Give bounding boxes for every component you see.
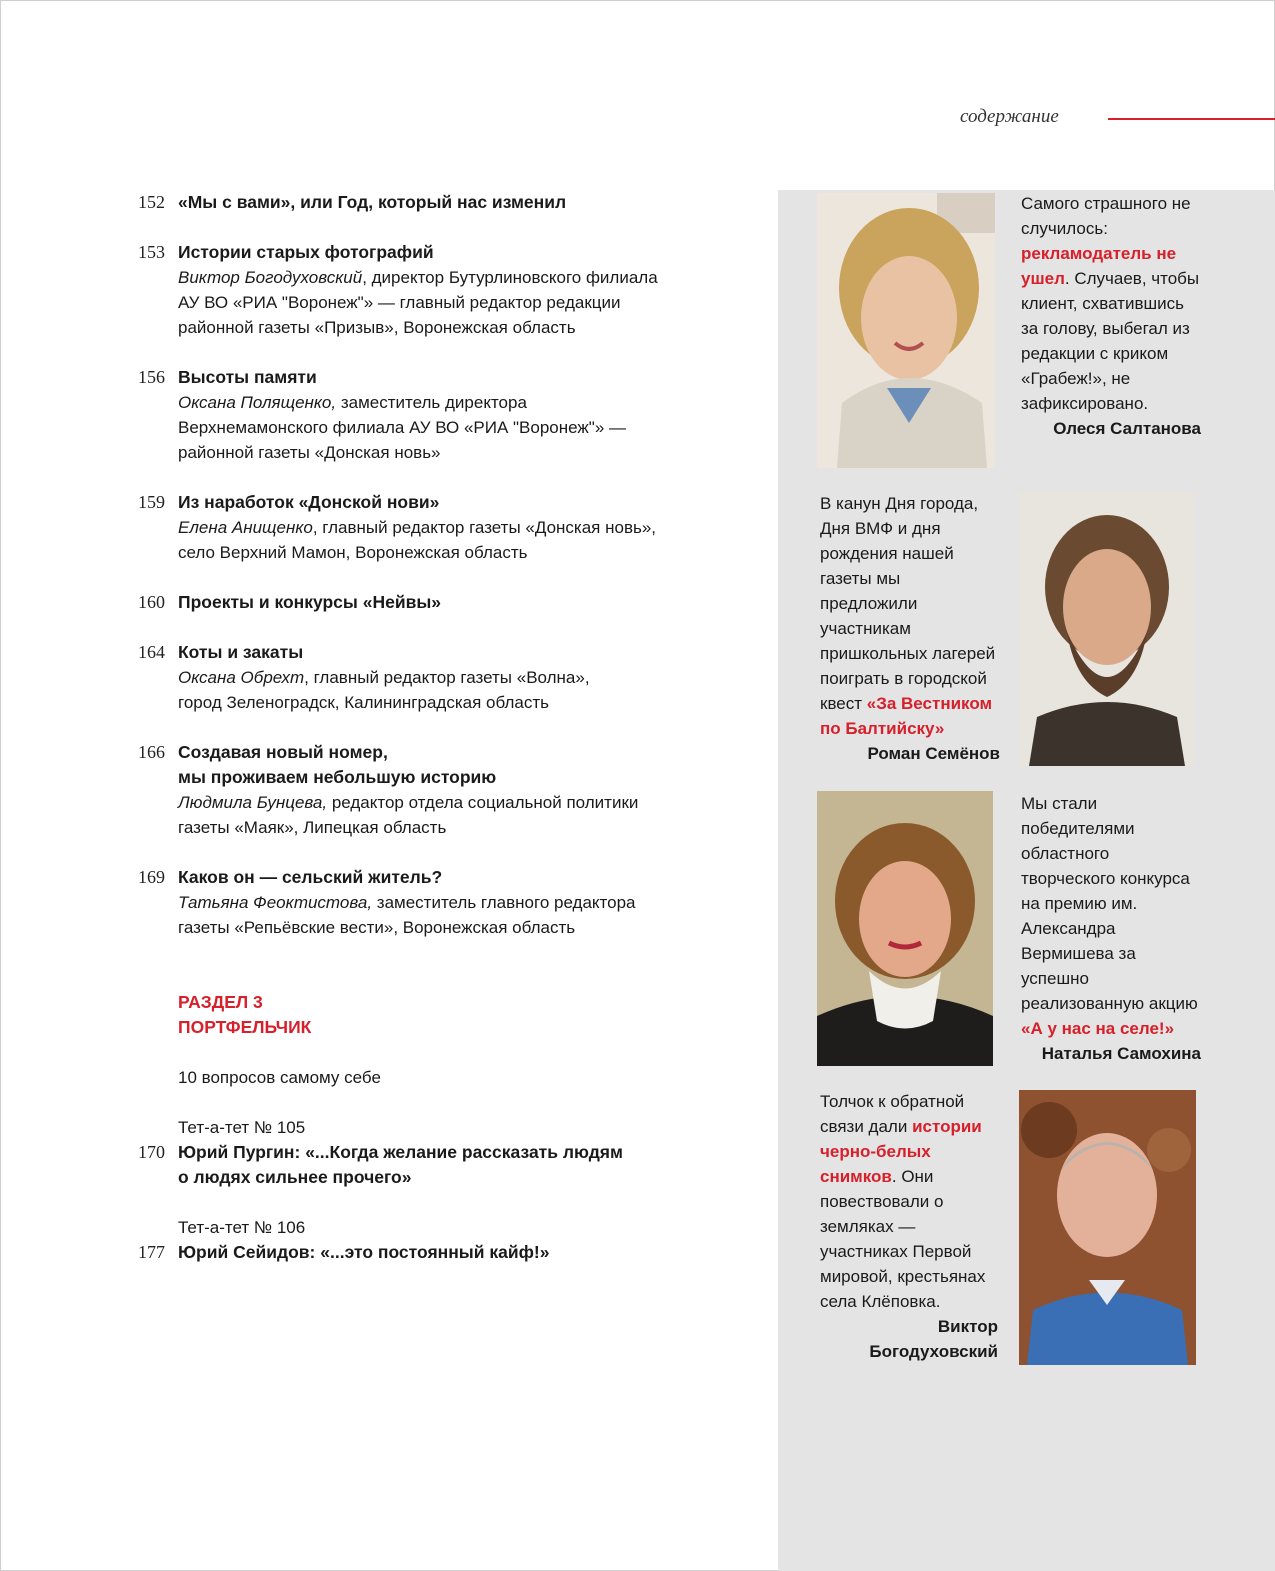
entry-title: «Мы с вами», или Год, который нас изменил [178,192,567,212]
quote-author: Наталья Самохина [1041,1044,1201,1063]
toc-entry[interactable] [138,740,758,840]
header-rule [1108,118,1275,120]
entry-byline: Верхнемамонского филиала АУ ВО «РИА "Воронеж"» — [178,418,626,437]
entry-title: Высоты памяти [178,367,317,387]
quote-highlight: истории черно-белых снимков [820,1117,982,1186]
quote-text: В канун Дня города, Дня ВМФ и дня рождения нашей газеты мы предложили участникам пришкольных лагерей поиграть в городской квест [820,494,996,713]
entry-byline: районной газеты «Донская новь» [178,443,441,462]
portrait-photo [817,193,995,468]
author-name: Оксана Полященко, [178,393,337,412]
page-number: 159 [138,492,165,512]
entry-label: Тет-а-тет № 105 [178,1118,306,1137]
section-title: ПОРТФЕЛЬЧИК [178,1017,312,1037]
quote-highlight: «За Вестником по Балтийску» [820,694,993,738]
entry-byline [178,390,758,415]
toc-entry[interactable] [138,1115,758,1190]
author-role: заместитель главного редактора [372,893,636,912]
page-number: 166 [138,742,165,762]
entry-byline: АУ ВО «РИА "Воронеж"» — главный редактор редакции [178,293,621,312]
entry-byline [178,790,758,815]
quote-text: Толчок к обратной связи дали [820,1092,965,1136]
portrait-photo [1019,492,1195,766]
author-role: , главный редактор газеты «Донская новь», [312,518,657,537]
quote-highlight: «А у нас на селе!» [1021,1019,1175,1038]
entry-byline [178,890,758,915]
author-name: Татьяна Феоктистова, [178,893,373,912]
author-role: , директор Бутурлиновского филиала [362,268,658,287]
page-number: 164 [138,642,165,662]
entry-title: Создавая новый номер, [178,742,388,762]
entry-byline [178,665,758,690]
entry-title: Юрий Сейидов: «...это постоянный кайф!» [178,1242,550,1262]
entry-title: Юрий Пургин: «...Когда желание рассказать людям [178,1142,623,1162]
portrait-photo [1019,1090,1196,1365]
author-role: , главный редактор газеты «Волна», [304,668,590,687]
entry-byline: город Зеленоградск, Калининградская область [178,693,549,712]
section-heading [138,990,758,1040]
entry-title: Из наработок «Донской нови» [178,492,440,512]
entry-byline [178,515,758,540]
quote-author: Виктор Богодуховский [869,1317,998,1361]
toc-entry[interactable] [138,190,758,215]
page-number: 169 [138,867,165,887]
toc-entry[interactable] [138,865,758,940]
page-number: 170 [138,1142,165,1162]
page-number: 160 [138,592,165,612]
toc-entry[interactable] [138,1215,758,1265]
portrait-photo [817,791,993,1066]
woman-portrait-icon [817,193,995,468]
page-number: 152 [138,192,165,212]
quote-text: . Случаев, чтобы клиент, схватившись за голову, выбегал из редакции с криком «Грабеж!», не зафиксировано. [1021,269,1200,413]
author-name: Елена Анищенко [178,518,313,537]
page-number: 153 [138,242,165,262]
entry-byline [178,265,758,290]
quote-block [820,491,1000,766]
toc-entry[interactable] [138,365,758,465]
quote-author: Олеся Салтанова [1053,419,1201,438]
entry-byline: районной газеты «Призыв», Воронежская область [178,318,576,337]
quote-text: . Они повествовали о земляках — участниках Первой мировой, крестьянах села Клёповка. [820,1167,986,1311]
toc-entry[interactable] [138,640,758,715]
quote-text: Самого страшного не случилось: [1021,194,1191,238]
quote-text: Мы стали победителями областного творческого конкурса на премию им. Александра Вермишева за успешно реализованную акцию [1021,794,1198,1013]
man-portrait-icon [1019,1090,1196,1365]
author-name: Оксана Обрехт [178,668,305,687]
intro-text: 10 вопросов самому себе [178,1068,381,1087]
quote-author: Роман Семёнов [867,744,1000,763]
author-name: Людмила Бунцева, [178,793,328,812]
author-role: редактор отдела социальной политики [327,793,639,812]
toc-entry[interactable] [138,590,758,615]
author-name: Виктор Богодуховский [178,268,363,287]
running-header: содержание [960,106,1059,127]
quote-highlight: рекламодатель не ушел [1021,244,1177,288]
section-intro[interactable] [138,1065,758,1090]
entry-label: Тет-а-тет № 106 [178,1218,306,1237]
man-portrait-icon [1019,492,1195,766]
toc-entry[interactable] [138,240,758,340]
toc-entry[interactable] [138,490,758,565]
entry-byline: газеты «Маяк», Липецкая область [178,818,447,837]
entry-title: мы проживаем небольшую историю [178,767,497,787]
entry-byline: село Верхний Мамон, Воронежская область [178,543,528,562]
entry-title: Проекты и конкурсы «Нейвы» [178,592,442,612]
entry-title: о людях сильнее прочего» [178,1167,412,1187]
section-number: РАЗДЕЛ 3 [178,992,263,1012]
quote-block [1021,791,1201,1066]
quote-block [1021,191,1201,441]
entry-title: Каков он — сельский житель? [178,867,443,887]
woman-portrait-icon [817,791,993,1066]
page-number: 156 [138,367,165,387]
quote-block [820,1089,998,1364]
table-of-contents [138,190,758,1290]
entry-title: Коты и закаты [178,642,304,662]
author-role: заместитель директора [336,393,527,412]
entry-byline: газеты «Репьёвские вести», Воронежская область [178,918,576,937]
page-number: 177 [138,1242,165,1262]
entry-title: Истории старых фотографий [178,242,434,262]
